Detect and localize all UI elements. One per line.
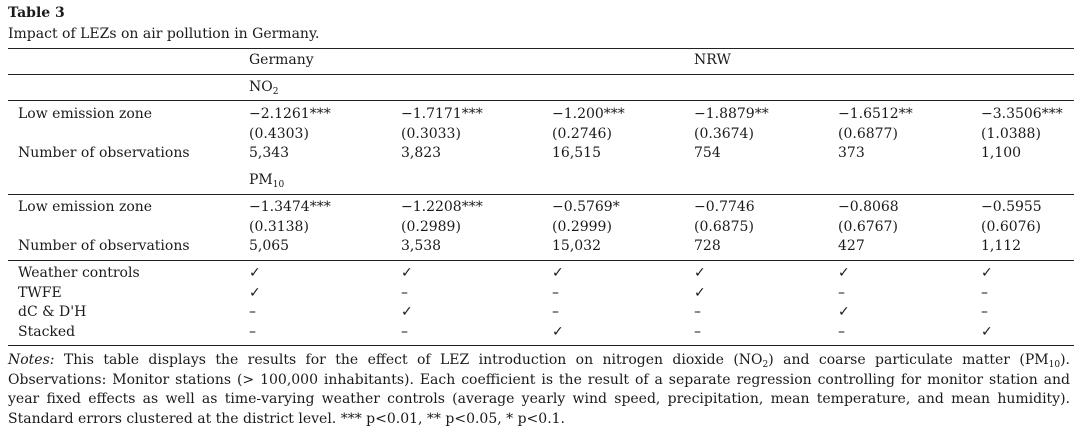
table-cell: ✓ — [401, 304, 413, 320]
table-cell: −0.5955 — [981, 199, 1042, 215]
table-cell: −1.200*** — [552, 106, 625, 122]
table-cell: (0.6875) — [694, 219, 754, 235]
table-cell: (0.3033) — [401, 126, 461, 142]
header-rule — [8, 74, 1074, 75]
table-cell: 754 — [694, 145, 721, 161]
table-cell: – — [401, 285, 408, 301]
row-label: Low emission zone — [18, 199, 153, 215]
table-cell: – — [981, 285, 988, 301]
table-cell: ✓ — [552, 324, 564, 340]
table-cell: – — [249, 304, 256, 320]
row-label: TWFE — [18, 285, 62, 301]
table-cell: −1.7171*** — [401, 106, 483, 122]
panel-title-no2: $NO_2$ — [249, 79, 279, 97]
table-cell: −1.8879** — [694, 106, 769, 122]
table-cell: – — [552, 304, 559, 320]
table-notes: Notes: This table displays the results for the effect of LEZ introduction on nitrogen dioxide $(NO_2)$ and coarse particulate matter $(PM_{10})$. Observations: Monitor stations (> 100,000 inhabitants). Each coefficient is the result of a separate regression controlling for monitor station and year fixed effects as well as time-varying weather controls (average yearly wind speed, precipitation, mean temperature, and mean humidity). Standard errors clustered at the district level. *** p<0.01, ** p<0.05, * p<0.1. — [8, 352, 1070, 427]
table-cell: −2.1261*** — [249, 106, 331, 122]
table-cell: ✓ — [694, 285, 706, 301]
table-cell: −1.2208*** — [401, 199, 483, 215]
table-cell: ✓ — [838, 304, 850, 320]
table-caption: Impact of LEZs on air pollution in Germany. — [8, 26, 320, 42]
table-cell: ✓ — [249, 265, 261, 281]
table-cell: 15,032 — [552, 238, 601, 254]
table-cell: ✓ — [552, 265, 564, 281]
table-cell: – — [838, 285, 845, 301]
table-cell: −0.5769* — [552, 199, 620, 215]
top-rule — [8, 48, 1074, 49]
table-cell: (0.3674) — [694, 126, 754, 142]
table-cell: 1,100 — [981, 145, 1022, 161]
table-cell: – — [401, 324, 408, 340]
bottom-rule — [8, 345, 1074, 346]
row-label: Number of observations — [18, 238, 190, 254]
table-cell: (1.0388) — [981, 126, 1041, 142]
table-cell: – — [694, 324, 701, 340]
panel-title-pm10: $PM_{10}$ — [249, 172, 285, 190]
group-header-nrw: NRW — [694, 52, 731, 68]
table-cell: 5,065 — [249, 238, 290, 254]
table-cell: ✓ — [694, 265, 706, 281]
row-label: Low emission zone — [18, 106, 153, 122]
table-cell: 16,515 — [552, 145, 601, 161]
table-cell: (0.4303) — [249, 126, 309, 142]
group-header-germany: Germany — [249, 52, 314, 68]
table-cell: (0.3138) — [249, 219, 309, 235]
panel-rule-no2 — [8, 100, 1074, 101]
table-cell: ✓ — [981, 265, 993, 281]
table-cell: −0.7746 — [694, 199, 755, 215]
table-cell: – — [552, 285, 559, 301]
table-cell: ✓ — [249, 285, 261, 301]
controls-rule — [8, 260, 1074, 261]
table-cell: −1.3474*** — [249, 199, 331, 215]
table-cell: 5,343 — [249, 145, 290, 161]
table-cell: (0.6877) — [838, 126, 898, 142]
table-cell: 427 — [838, 238, 865, 254]
table-cell: – — [694, 304, 701, 320]
table-label: Table 3 — [8, 5, 65, 21]
table-cell: −0.8068 — [838, 199, 899, 215]
row-label: Weather controls — [18, 265, 140, 281]
row-label: Stacked — [18, 324, 76, 340]
table-cell: ✓ — [401, 265, 413, 281]
table-cell: – — [981, 304, 988, 320]
notes-prefix: Notes: — [8, 352, 55, 368]
table-cell: – — [249, 324, 256, 340]
row-label: Number of observations — [18, 145, 190, 161]
row-label: dC & D'H — [18, 304, 87, 320]
table-cell: 728 — [694, 238, 721, 254]
table-cell: −1.6512** — [838, 106, 913, 122]
panel-rule-pm10 — [8, 194, 1074, 195]
table-cell: (0.2746) — [552, 126, 612, 142]
table-cell: (0.2989) — [401, 219, 461, 235]
table-cell: ✓ — [838, 265, 850, 281]
table-cell: – — [838, 324, 845, 340]
table-cell: 3,823 — [401, 145, 442, 161]
table-cell: (0.6076) — [981, 219, 1041, 235]
table-cell: (0.6767) — [838, 219, 898, 235]
table-cell: ✓ — [981, 324, 993, 340]
table-cell: (0.2999) — [552, 219, 612, 235]
table-cell: −3.3506*** — [981, 106, 1063, 122]
table-cell: 3,538 — [401, 238, 442, 254]
table-cell: 373 — [838, 145, 865, 161]
table-cell: 1,112 — [981, 238, 1022, 254]
